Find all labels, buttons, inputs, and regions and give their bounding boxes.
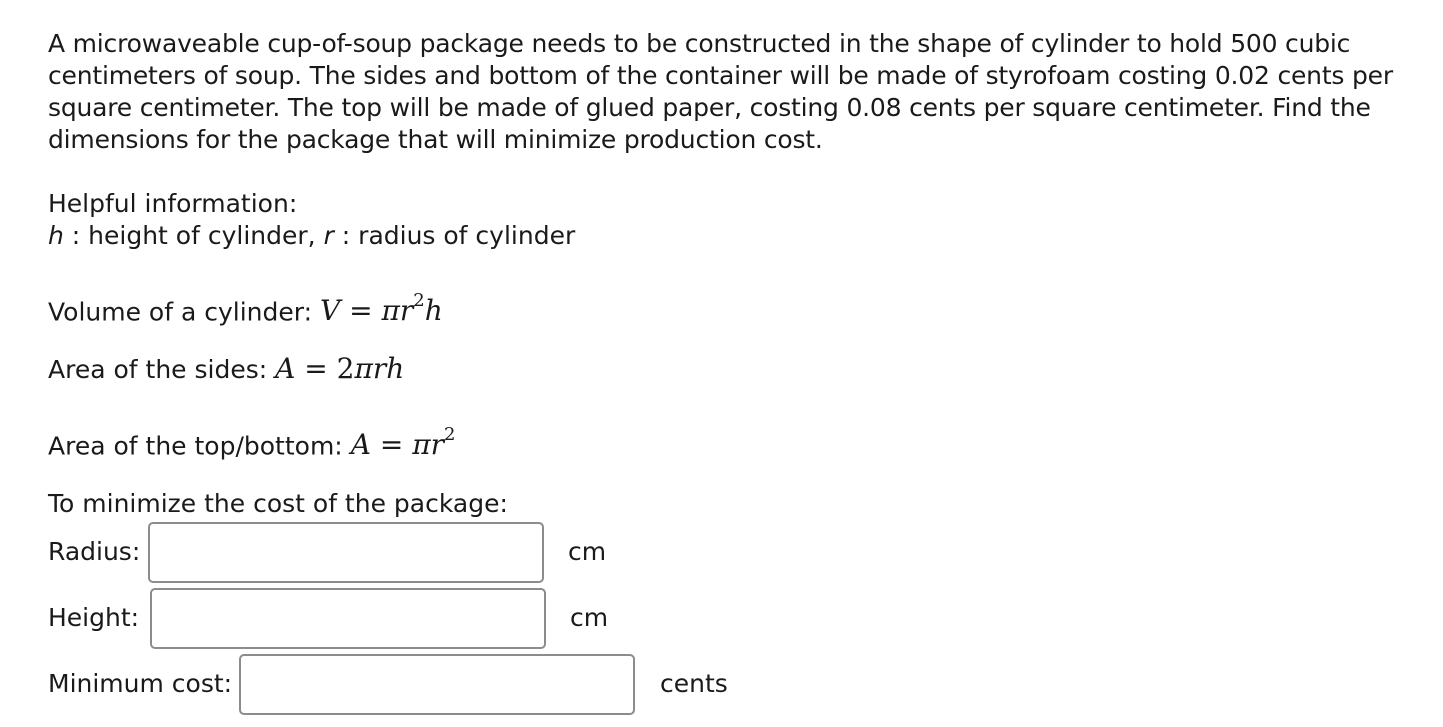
top-bottom-area-formula [48, 422, 455, 463]
r-symbol: r [323, 221, 334, 250]
h-symbol: h [48, 221, 64, 250]
sides-pi-r-h: πrh [354, 352, 405, 385]
height-input[interactable] [150, 588, 546, 649]
minimize-heading: To minimize the cost of the package: [48, 489, 508, 518]
sides-lhs: A [275, 352, 296, 385]
volume-lhs: V [319, 294, 341, 328]
height-unit: cm [570, 603, 609, 632]
helpful-info-heading: Helpful information: [48, 189, 298, 218]
h-description: : height of cylinder, [63, 221, 324, 250]
top-bottom-label: Area of the top/bottom: [48, 431, 351, 461]
top-bottom-equation [350, 424, 456, 462]
top-equals: = [370, 428, 413, 462]
r-description: : radius of cylinder [333, 221, 576, 250]
sides-label: Area of the sides: [48, 355, 276, 384]
min-cost-unit: cents [660, 669, 728, 698]
height-label: Height: [48, 603, 140, 632]
helpful-variables [48, 220, 575, 252]
radius-label: Radius: [48, 537, 141, 566]
volume-formula [48, 288, 443, 329]
volume-pi-r: πr [381, 294, 414, 328]
volume-equals: = [340, 294, 382, 328]
volume-equation [319, 290, 443, 328]
top-lhs: A [350, 428, 371, 462]
sides-equals: = [295, 352, 337, 385]
radius-unit: cm [568, 537, 607, 566]
sides-equation [275, 352, 404, 385]
volume-h: h [424, 294, 443, 328]
volume-exponent: 2 [413, 290, 425, 311]
top-pi-r: πr [412, 428, 444, 462]
sides-area-formula [48, 352, 404, 387]
problem-statement: A microwaveable cup-of-soup package needs to be constructed in the shape of cylinder to hold 500 cubic centimeters of soup. The sides and bottom of the container will be made of styrofoam costing 0.02 cents per square centimeter. The top will be made of glued paper, costing 0.08 cents per square centimeter. Find the dimensions for the package that will minimize production cost. [48, 29, 1393, 154]
radius-input[interactable] [148, 522, 544, 583]
min-cost-input[interactable] [239, 654, 635, 715]
min-cost-label: Minimum cost: [48, 669, 233, 698]
sides-coefficient: 2 [336, 352, 355, 385]
top-exponent: 2 [443, 424, 456, 445]
question-container [48, 28, 1428, 698]
volume-label: Volume of a cylinder: [48, 297, 320, 327]
